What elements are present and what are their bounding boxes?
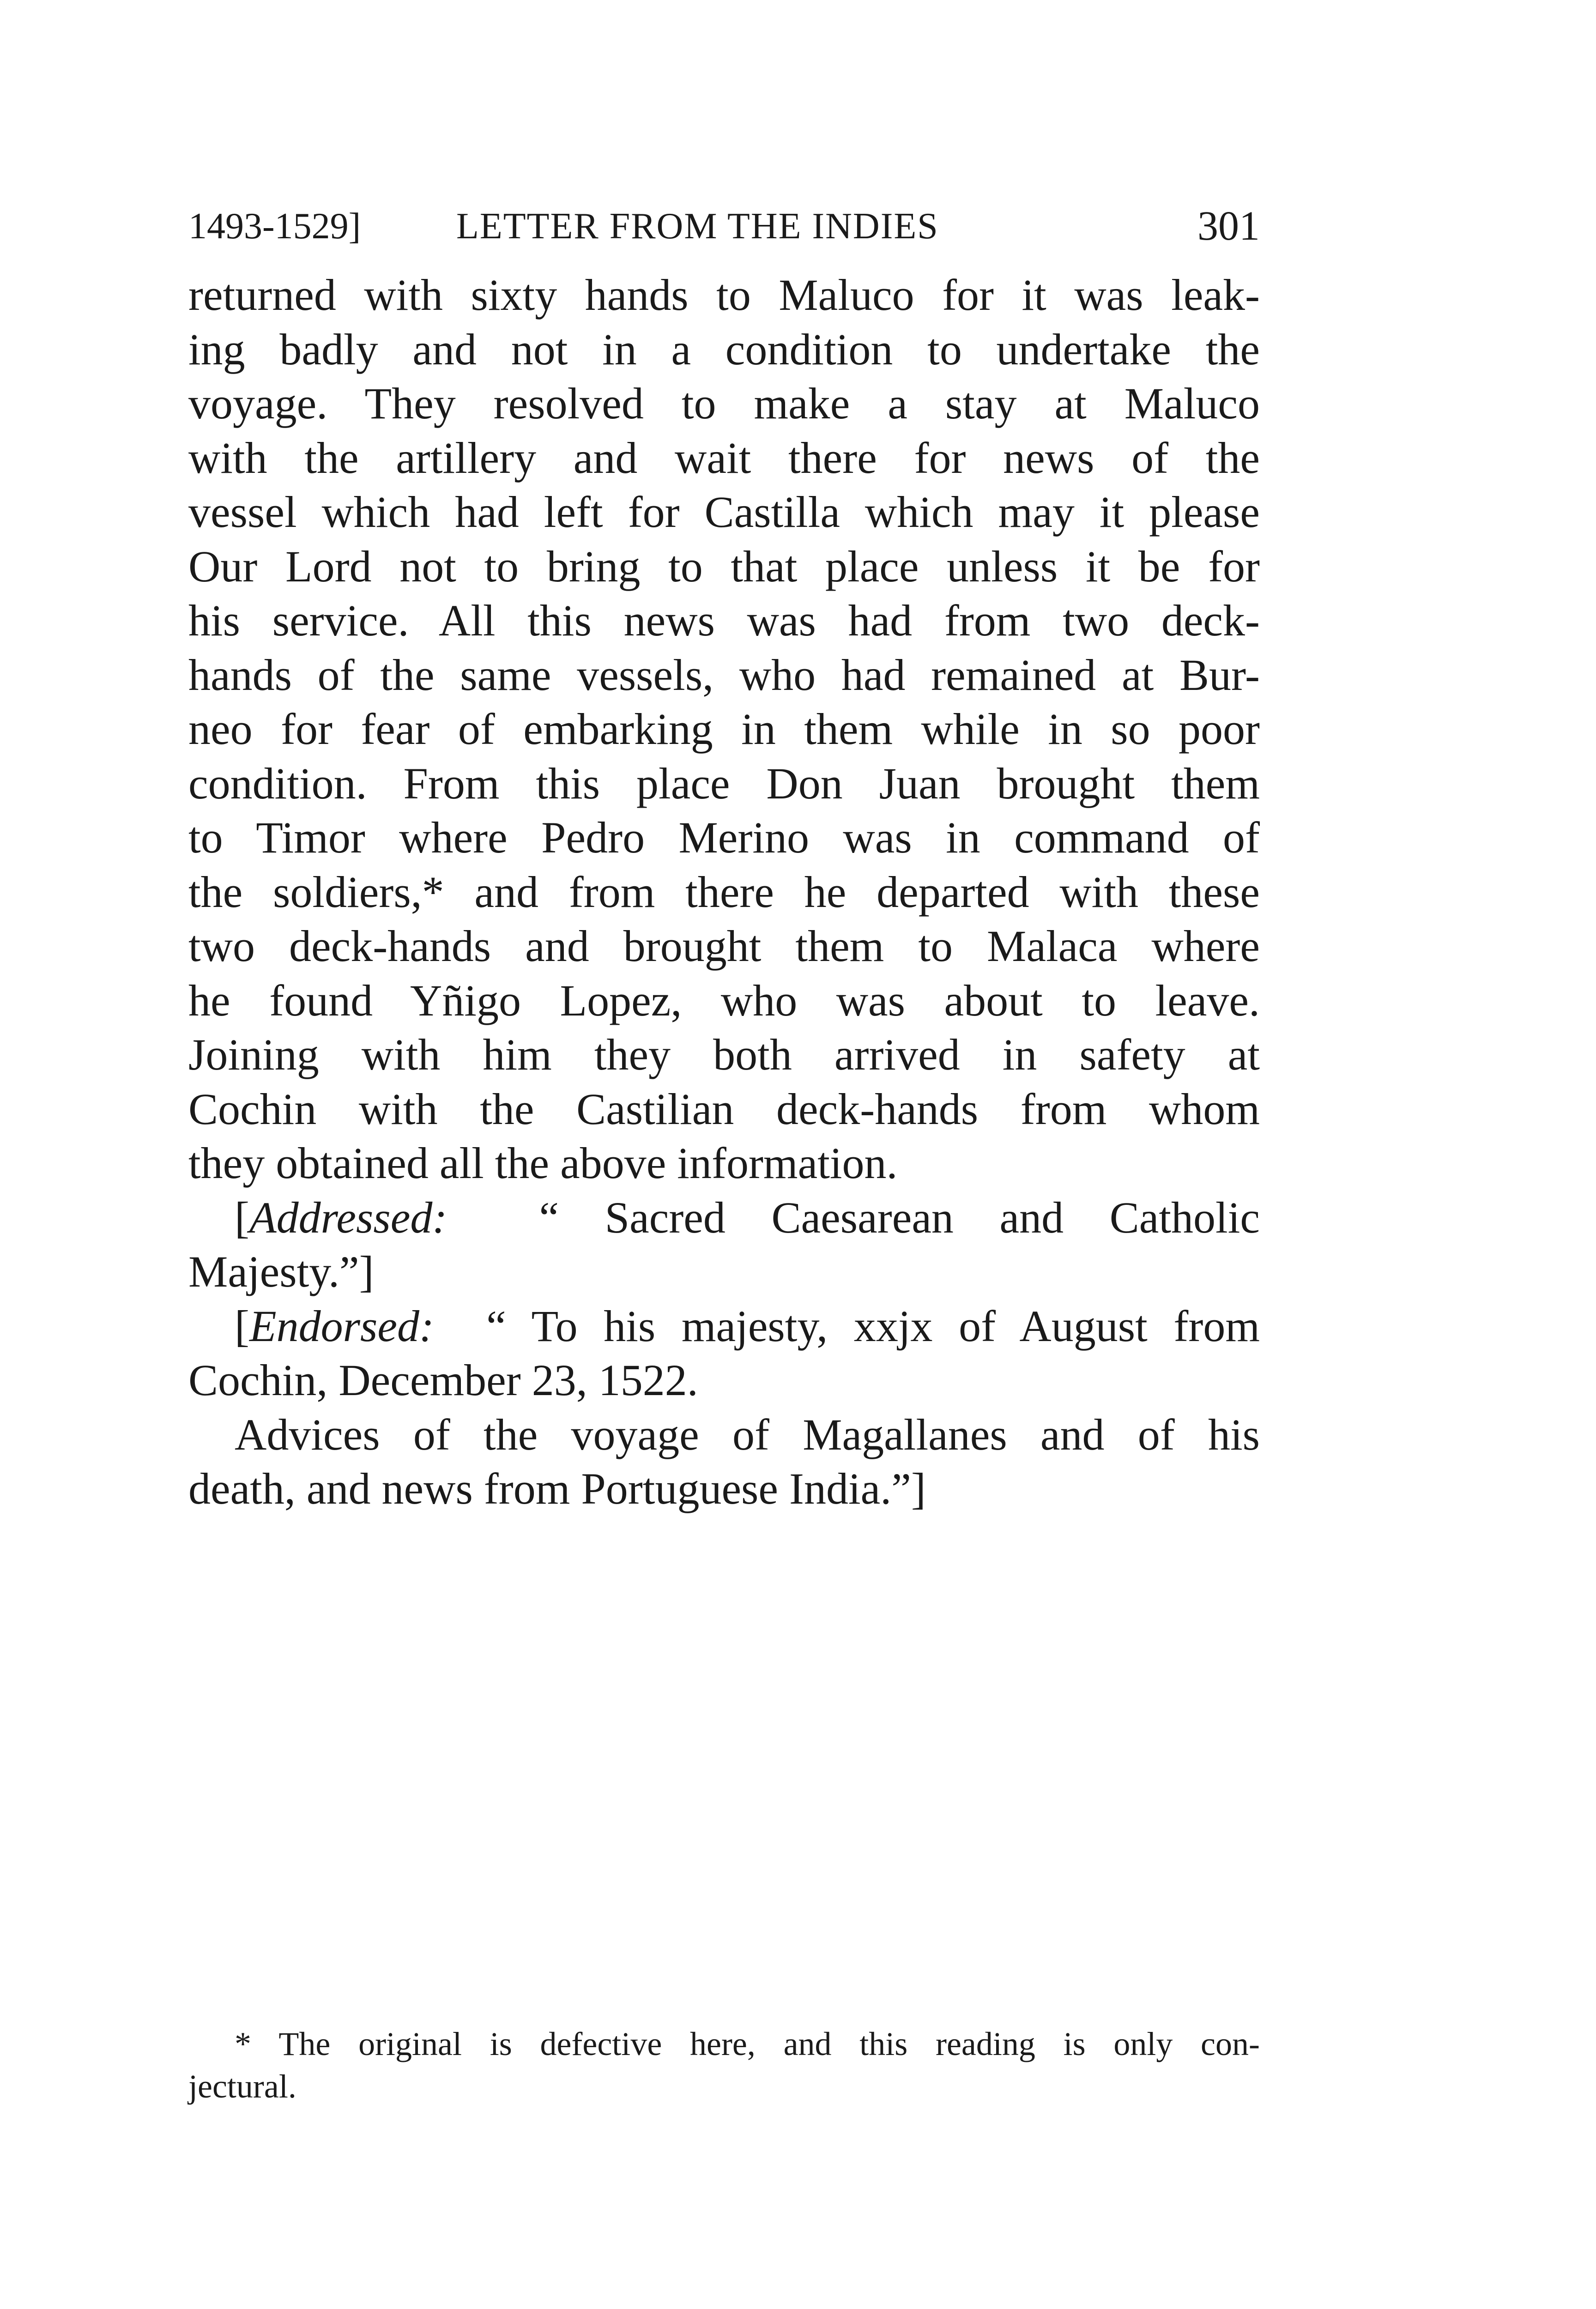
advices-line: Advices of the voyage of Magallanes and of his bbox=[235, 1409, 1260, 1459]
text-line: vessel which had left for Castilla which may it please bbox=[188, 487, 1260, 537]
text-line: to Timor where Pedro Merino was in command of bbox=[188, 813, 1260, 862]
advices-continuation: death, and news from Portuguese India.”] bbox=[188, 1464, 926, 1513]
text-line: Cochin with the Castilian deck-hands from whom bbox=[188, 1084, 1260, 1134]
text-line: neo for fear of embarking in them while in so poor bbox=[188, 704, 1260, 754]
text-line: they obtained all the above information. bbox=[188, 1138, 898, 1188]
footnote-line: jectural. bbox=[188, 2068, 296, 2105]
addressed-text: “ Sacred Caesarean and Catholic bbox=[539, 1192, 1260, 1242]
main-text bbox=[188, 268, 1260, 1516]
text-line: hands of the same vessels, who had remained at Bur- bbox=[188, 650, 1260, 700]
text-line: returned with sixty hands to Maluco for it was leak- bbox=[188, 270, 1260, 320]
text-line: he found Yñigo Lopez, who was about to leave. bbox=[188, 975, 1260, 1025]
addressed-label: Addressed: bbox=[249, 1192, 447, 1242]
text-line: the soldiers,* and from there he departed with these bbox=[188, 867, 1260, 917]
text-line: his service. All this news was had from two deck- bbox=[188, 596, 1260, 645]
page-number: 301 bbox=[1197, 203, 1260, 249]
running-head bbox=[188, 199, 1260, 254]
footnote bbox=[188, 2023, 1260, 2108]
running-title: LETTER FROM THE INDIES bbox=[456, 206, 939, 247]
date-range: 1493-1529] bbox=[188, 206, 361, 247]
text-line: condition. From this place Don Juan brought them bbox=[188, 758, 1260, 808]
endorsed-bracket: [ bbox=[235, 1301, 249, 1351]
footnote-line: * The original is defective here, and this reading is only con- bbox=[235, 2025, 1260, 2062]
addressed-continuation: Majesty.”] bbox=[188, 1247, 374, 1296]
endorsed-label: Endorsed: bbox=[249, 1301, 434, 1351]
addressed-bracket: [ bbox=[235, 1192, 249, 1242]
endorsed-text: “ To his majesty, xxjx of August from bbox=[486, 1301, 1260, 1351]
text-line: voyage. They resolved to make a stay at Maluco bbox=[188, 379, 1260, 428]
endorsed-line bbox=[188, 1299, 1260, 1354]
addressed-line bbox=[188, 1191, 1260, 1245]
text-line: with the artillery and wait there for news of the bbox=[188, 433, 1260, 483]
text-line: two deck-hands and brought them to Malaca where bbox=[188, 921, 1260, 971]
text-line: Joining with him they both arrived in safety at bbox=[188, 1030, 1260, 1079]
text-line: Our Lord not to bring to that place unless it be for bbox=[188, 541, 1260, 591]
text-line: ing badly and not in a condition to undertake the bbox=[188, 324, 1260, 374]
endorsed-continuation: Cochin, December 23, 1522. bbox=[188, 1355, 698, 1405]
